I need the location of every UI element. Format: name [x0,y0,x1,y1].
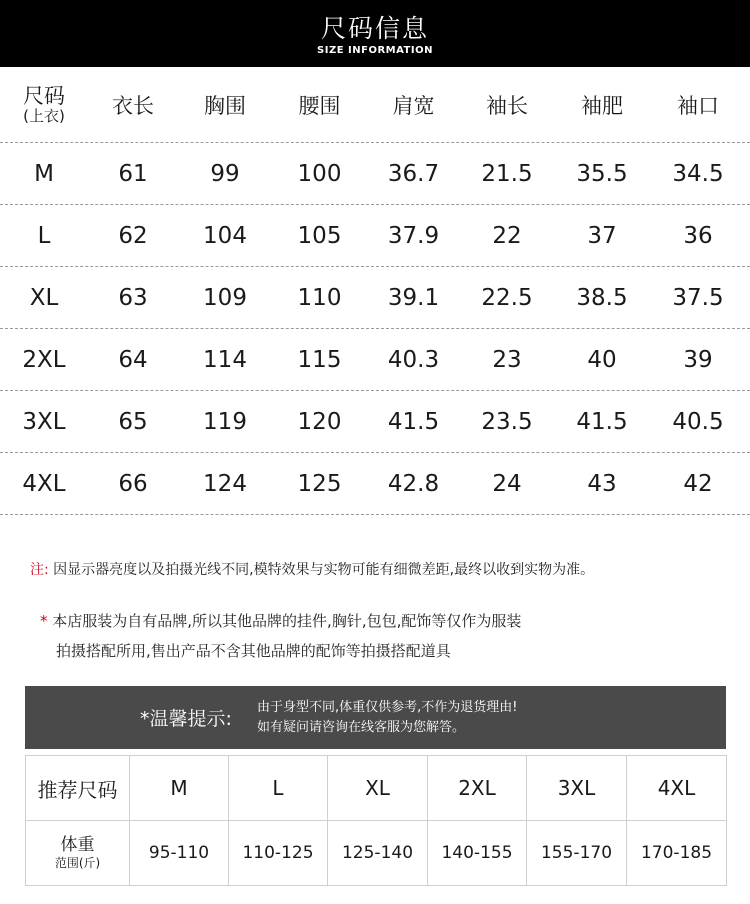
column-header: 胸围 [204,94,246,118]
recommend-size-label: 推荐尺码 [26,756,130,821]
note-prefix: 注: [30,562,49,578]
table-cell: L [37,223,51,249]
table-cell: 36 [683,223,713,249]
column-header: 袖长 [486,94,528,118]
table-cell: 37.5 [672,285,724,311]
size-table-header [0,67,750,143]
table-cell: 41.5 [387,409,440,435]
table-cell: 37.9 [387,223,440,249]
table-row [0,329,750,391]
table-cell: M [34,161,54,187]
table-cell: 40.5 [672,409,724,435]
table-cell: 155-170 [527,821,627,886]
table-cell: 114 [203,347,247,373]
table-cell: L [229,756,328,821]
table-cell: 140-155 [428,821,527,886]
brand-disclaimer [40,606,521,666]
warm-tip-banner [25,686,726,749]
table-cell: 100 [297,161,342,187]
table-cell: 23 [492,347,522,373]
table-cell: 115 [297,347,342,373]
table-cell: 105 [297,223,342,249]
tip-label: *温馨提示: [140,708,232,730]
table-cell: 41.5 [576,409,628,435]
table-cell: 3XL [22,409,66,435]
recommend-size-table [25,755,727,886]
note-asterisk: * [40,612,48,630]
table-cell: 170-185 [627,821,727,886]
column-header: 袖肥 [581,94,623,118]
weight-label-cell [26,821,130,886]
table-cell: 125-140 [328,821,428,886]
table-cell: 40 [587,347,617,373]
weight-sublabel: 范围(斤) [54,856,101,871]
table-cell: 109 [203,285,247,311]
table-cell: 23.5 [481,409,533,435]
table-cell: XL [328,756,428,821]
table-cell: 21.5 [481,161,533,187]
size-table [0,67,750,515]
table-row [26,821,727,886]
table-cell: 37 [587,223,617,249]
table-cell: 42 [683,471,713,497]
table-cell: 24 [492,471,522,497]
column-header: 腰围 [298,94,341,118]
table-cell: 3XL [527,756,627,821]
table-row [0,453,750,515]
note-line: 本店服装为自有品牌,所以其他品牌的挂件,胸针,包包,配饰等仅作为服装 [52,612,522,630]
page-subtitle: SIZE INFORMATION [317,45,433,56]
size-column-header [0,85,88,125]
table-cell: 110 [297,285,342,311]
table-cell: 65 [118,409,148,435]
table-cell: 4XL [627,756,727,821]
table-cell: 64 [118,347,148,373]
tip-line: 由于身型不同,体重仅供参考,不作为退货理由! [257,700,518,715]
note-line: 拍摄搭配所用,售出产品不含其他品牌的配饰等拍摄搭配道具 [56,642,451,660]
size-label: 尺码 [23,84,65,109]
table-cell: 62 [118,223,148,249]
table-cell: M [130,756,229,821]
table-cell: 125 [297,471,342,497]
table-cell: 34.5 [672,161,724,187]
table-cell: 22.5 [481,285,533,311]
size-sublabel: (上衣) [23,107,65,126]
table-cell: 35.5 [576,161,628,187]
table-cell: 42.8 [387,471,440,497]
note-text: 因显示器亮度以及拍摄光线不同,模特效果与实物可能有细微差距,最终以收到实物为准。 [53,562,595,578]
table-cell: 43 [587,471,617,497]
weight-label: 体重 [60,834,95,855]
display-disclaimer [30,559,594,579]
tip-line: 如有疑问请咨询在线客服为您解答。 [257,720,466,735]
table-cell: 120 [297,409,342,435]
column-header: 衣长 [112,94,154,118]
table-cell: 39 [683,347,713,373]
page-title: 尺码信息 [320,14,429,43]
page-header [0,0,750,67]
table-cell: XL [29,285,59,311]
table-cell: 2XL [428,756,527,821]
table-row [0,205,750,267]
table-cell: 99 [210,161,240,187]
table-cell: 66 [118,471,148,497]
table-row [0,267,750,329]
table-cell: 61 [118,161,148,187]
table-cell: 38.5 [576,285,628,311]
table-cell: 22 [492,223,522,249]
table-cell: 39.1 [387,285,440,311]
table-cell: 124 [203,471,247,497]
table-cell: 119 [203,409,247,435]
table-cell: 4XL [22,471,66,497]
table-cell: 95-110 [130,821,229,886]
table-cell: 36.7 [387,161,440,187]
table-row [0,391,750,453]
table-row [26,756,727,821]
tip-text [257,698,517,738]
table-cell: 104 [203,223,247,249]
table-cell: 63 [118,285,148,311]
column-header: 肩宽 [392,94,435,118]
table-cell: 40.3 [387,347,440,373]
table-cell: 2XL [22,347,66,373]
table-cell: 110-125 [229,821,328,886]
table-row [0,143,750,205]
column-header: 袖口 [677,94,719,118]
